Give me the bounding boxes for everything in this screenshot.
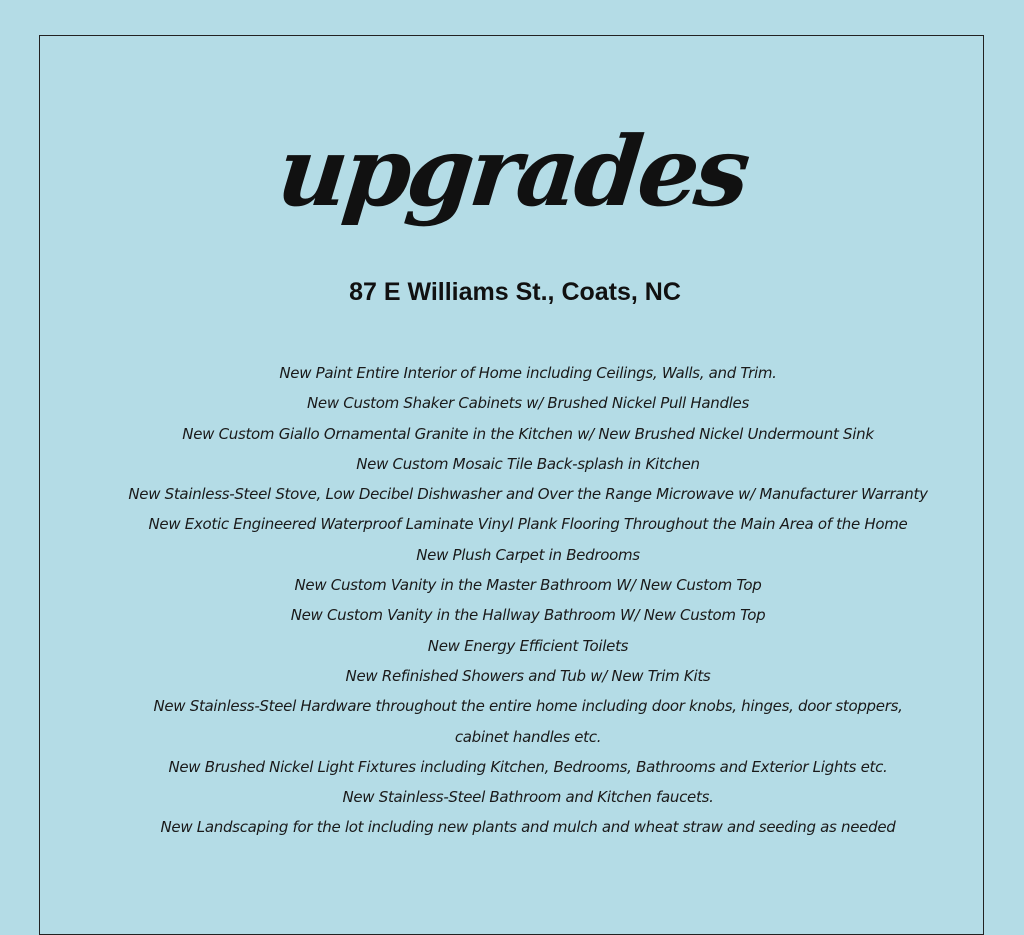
upgrade-item: New Brushed Nickel Light Fixtures including Kitchen, Bedrooms, Bathrooms and Exterior Lights etc.	[168, 757, 888, 776]
upgrade-item: New Custom Mosaic Tile Back-splash in Kitchen	[356, 454, 700, 473]
upgrade-item: New Custom Vanity in the Master Bathroom W/ New Custom Top	[294, 576, 762, 595]
upgrade-item: New Landscaping for the lot including new plants and mulch and wheat straw and seeding as needed	[160, 818, 896, 837]
upgrade-item: New Stainless-Steel Stove, Low Decibel Dishwasher and Over the Range Microwave w/ Manufacturer Warranty	[128, 485, 928, 504]
upgrade-item: New Paint Entire Interior of Home including Ceilings, Walls, and Trim.	[279, 364, 777, 382]
property-address: 87 E Williams St., Coats, NC	[349, 278, 681, 306]
upgrade-item: New Energy Efficient Toilets	[427, 636, 629, 655]
page-title: upgrades	[272, 115, 752, 228]
upgrade-item: New Plush Carpet in Bedrooms	[416, 545, 640, 564]
upgrade-item: New Custom Shaker Cabinets w/ Brushed Nickel Pull Handles	[307, 394, 749, 413]
upgrade-item: New Custom Giallo Ornamental Granite in the Kitchen w/ New Brushed Nickel Undermount Sink	[182, 424, 874, 443]
upgrades-list	[0, 358, 1024, 843]
upgrade-item: cabinet handles etc.	[454, 727, 602, 746]
upgrade-item: New Custom Vanity in the Hallway Bathroom W/ New Custom Top	[290, 606, 766, 625]
upgrade-item: New Refinished Showers and Tub w/ New Trim Kits	[345, 666, 711, 685]
upgrade-item: New Stainless-Steel Hardware throughout the entire home including door knobs, hinges, door stoppers,	[153, 697, 903, 716]
upgrade-item: New Stainless-Steel Bathroom and Kitchen faucets.	[342, 788, 714, 807]
upgrade-item: New Exotic Engineered Waterproof Laminate Vinyl Plank Flooring Throughout the Main Area of the Home	[148, 515, 908, 534]
